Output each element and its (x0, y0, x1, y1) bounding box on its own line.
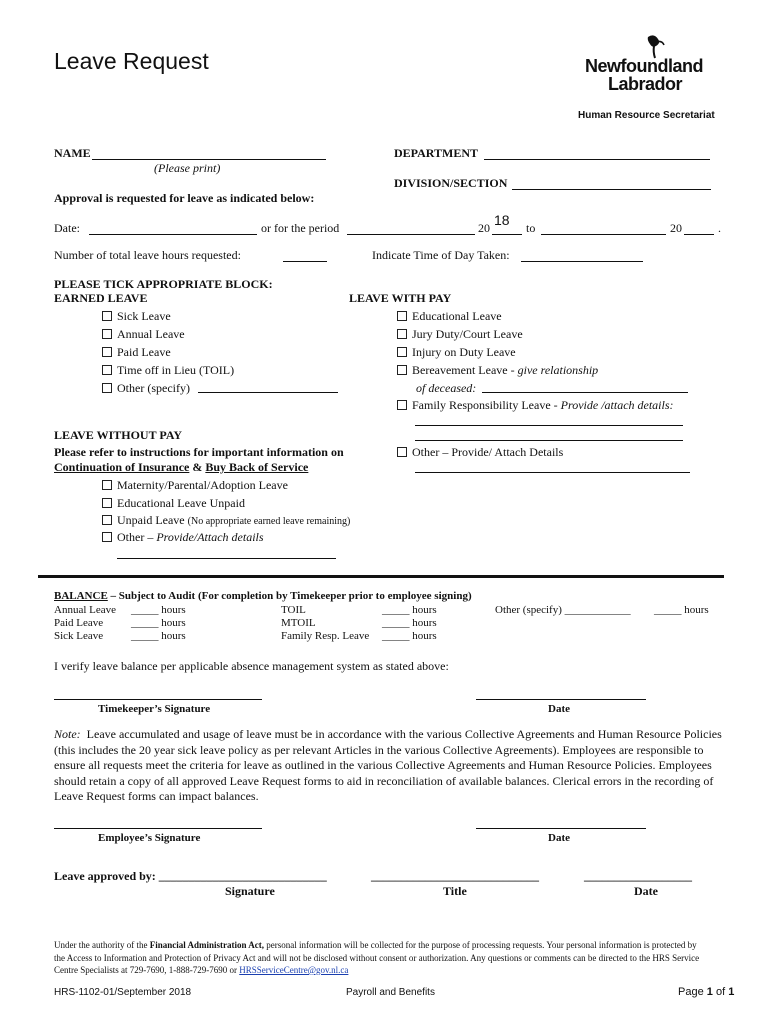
year-prefix-2: 20 (670, 221, 682, 235)
balance-sick-hours[interactable]: _____ hours (131, 630, 186, 642)
balance-heading (54, 590, 472, 602)
date-field[interactable] (89, 234, 257, 235)
time-of-day-label: Indicate Time of Day Taken: (372, 248, 510, 262)
balance-paid-hours[interactable]: _____ hours (131, 617, 186, 629)
injury-on-duty-checkbox[interactable] (397, 345, 516, 360)
approver-title-label: Title (443, 884, 467, 898)
checkbox-box[interactable] (102, 347, 112, 357)
checkbox-box[interactable] (102, 329, 112, 339)
timekeeper-date-label: Date (548, 703, 570, 715)
period-end-field[interactable] (541, 234, 666, 235)
injury-on-duty-label: Injury on Duty Leave (412, 345, 516, 359)
checkbox-box[interactable] (397, 365, 407, 375)
insurance-buyback-line (54, 460, 308, 475)
name-label: NAME (54, 146, 91, 160)
balance-mtoil-label: MTOIL (281, 617, 316, 629)
educational-unpaid-checkbox[interactable] (102, 496, 245, 511)
name-field[interactable] (92, 159, 326, 160)
section-divider (38, 575, 724, 578)
educational-leave-checkbox[interactable] (397, 309, 502, 324)
leave-without-pay-heading: LEAVE WITHOUT PAY (54, 428, 183, 442)
other-unpaid-field[interactable] (117, 558, 336, 559)
checkbox-box[interactable] (102, 498, 112, 508)
service-centre-email-link[interactable]: HRSServiceCentre@gov.nl.ca (239, 965, 349, 975)
department-field[interactable] (484, 159, 710, 160)
balance-annual-hours[interactable]: _____ hours (131, 604, 186, 616)
tick-heading: PLEASE TICK APPROPRIATE BLOCK: (54, 277, 273, 291)
family-details-field-1[interactable] (415, 425, 683, 426)
timekeeper-signature-label: Timekeeper’s Signature (98, 703, 211, 715)
please-print-note: (Please print) (154, 161, 221, 175)
page-number (678, 986, 734, 998)
educational-unpaid-label: Educational Leave Unpaid (117, 496, 245, 510)
division-field[interactable] (512, 189, 711, 190)
bereavement-checkbox[interactable] (397, 363, 598, 378)
year-field-2[interactable] (684, 234, 714, 235)
checkbox-box[interactable] (102, 515, 112, 525)
year-prefix-1: 20 (478, 221, 490, 235)
other-with-pay-checkbox[interactable] (397, 445, 563, 460)
other-unpaid-label: Other – (117, 530, 154, 544)
approver-title-field[interactable]: ____________________________ (371, 869, 539, 883)
timekeeper-signature-field[interactable] (54, 699, 262, 700)
checkbox-box[interactable] (397, 311, 407, 321)
family-details-field-2[interactable] (415, 440, 683, 441)
verify-statement: I verify leave balance per applicable absence management system as stated above: (54, 659, 449, 673)
annual-leave-label: Annual Leave (117, 327, 185, 341)
total-hours-field[interactable] (283, 261, 327, 262)
time-of-day-field[interactable] (521, 261, 643, 262)
continuation-of-insurance: Continuation of Insurance (54, 460, 190, 474)
timekeeper-date-field[interactable] (476, 699, 646, 700)
note-text: Leave accumulated and usage of leave must be in accordance with the various Collective Agreements and Human Resource Policies (this includes the 20 year sick leave policy as per relevant Articles in the various Collective Agreements). Employees are responsible to ensure all requests meet the criteria for leave as outlined in the various Collective Agreements and Human Resource Policies. Employees should retain a copy of all approved Leave Request forms to aid in reconciliation of available balances. Clerical errors in the recording of Leave Request forms can impact balances. (54, 727, 722, 803)
deceased-relationship-field[interactable] (482, 392, 688, 393)
balance-other-label[interactable]: Other (specify) ____________ (495, 604, 631, 616)
balance-family-hours[interactable]: _____ hours (382, 630, 437, 642)
approval-text: Approval is requested for leave as indicated below: (54, 191, 315, 205)
page-of: of (715, 986, 726, 998)
paid-leave-checkbox[interactable] (102, 345, 171, 360)
footer-center: Payroll and Benefits (346, 987, 435, 998)
note-paragraph (54, 727, 732, 805)
privacy-notice (54, 939, 704, 977)
approver-signature-label: Signature (225, 884, 275, 898)
family-responsibility-checkbox[interactable] (397, 398, 674, 413)
department-name: Human Resource Secretariat (578, 110, 715, 121)
page-pre: Page (678, 986, 704, 998)
balance-annual-label: Annual Leave (54, 604, 116, 616)
checkbox-box[interactable] (102, 365, 112, 375)
other-with-pay-label: Other – Provide/ Attach Details (412, 445, 564, 459)
balance-heading-label: BALANCE (54, 590, 108, 602)
page-total: 1 (728, 986, 735, 998)
employee-signature-field[interactable] (54, 828, 262, 829)
unpaid-leave-label: Unpaid Leave (117, 513, 185, 527)
buy-back-of-service: Buy Back of Service (205, 460, 309, 474)
date-label: Date: (54, 221, 80, 235)
form-title: Leave Request (54, 48, 209, 74)
sick-leave-label: Sick Leave (117, 309, 171, 323)
balance-family-label: Family Resp. Leave (281, 630, 370, 642)
checkbox-box[interactable] (397, 347, 407, 357)
bereavement-note: give relationship (517, 363, 599, 377)
approver-date-label: Date (634, 884, 658, 898)
leave-with-pay-heading: LEAVE WITH PAY (349, 291, 452, 305)
maternity-checkbox[interactable] (102, 478, 288, 493)
sick-leave-checkbox[interactable] (102, 309, 171, 324)
employee-date-field[interactable] (476, 828, 646, 829)
or-period-label: or for the period (261, 221, 340, 235)
family-responsibility-label: Family Responsibility Leave - (412, 398, 558, 412)
annual-leave-checkbox[interactable] (102, 327, 185, 342)
toil-checkbox[interactable] (102, 363, 234, 378)
form-id: HRS-1102-01/September 2018 (54, 987, 192, 998)
approver-date-field[interactable]: __________________ (584, 869, 692, 883)
privacy-text: personal information will be collected for the purpose of processing requests. Your personal information is protected by the Access to Information and Protection of Privacy Act and will not be disclosed without consent or authorization. Any questions or comments can be directed to the HRS Service Centre Specialists at 729-7690, 1-888-729-7690 or (54, 940, 700, 975)
period-start-field[interactable] (347, 234, 475, 235)
checkbox-box[interactable] (102, 532, 112, 542)
other-unpaid-checkbox[interactable] (102, 530, 264, 545)
balance-other-hours[interactable]: _____ hours (654, 604, 709, 616)
family-responsibility-note: Provide /attach details: (560, 398, 674, 412)
logo (580, 34, 720, 104)
earned-leave-heading: EARNED LEAVE (54, 291, 148, 305)
checkbox-box[interactable] (102, 383, 112, 393)
bereavement-label: Bereavement Leave - (412, 363, 515, 377)
unpaid-leave-note: (No appropriate earned leave remaining) (187, 516, 351, 527)
ampersand: & (192, 460, 203, 474)
balance-paid-label: Paid Leave (54, 617, 104, 629)
total-hours-label: Number of total leave hours requested: (54, 248, 241, 262)
privacy-pre: Under the authority of the (54, 940, 148, 950)
logo-line-1: Newfoundland (585, 56, 703, 76)
privacy-act: Financial Administration Act, (149, 940, 264, 950)
toil-label: Time off in Lieu (TOIL) (117, 363, 235, 377)
employee-date-label: Date (548, 832, 570, 844)
checkbox-box[interactable] (397, 400, 407, 410)
paid-leave-label: Paid Leave (117, 345, 171, 359)
other-earned-field[interactable] (198, 392, 338, 393)
balance-sick-label: Sick Leave (54, 630, 104, 642)
other-unpaid-note: Provide/Attach details (156, 530, 264, 544)
note-label: Note: (54, 727, 81, 741)
year-value-field[interactable]: 18 (494, 212, 510, 228)
page-current: 1 (706, 986, 713, 998)
educational-leave-label: Educational Leave (412, 309, 502, 323)
jury-duty-label: Jury Duty/Court Leave (412, 327, 523, 341)
unpaid-leave-checkbox[interactable] (102, 513, 350, 528)
balance-heading-rest: – Subject to Audit (For completion by Timekeeper prior to employee signing) (110, 590, 472, 602)
employee-signature-label: Employee’s Signature (98, 832, 201, 844)
logo-line-2: Labrador (608, 74, 683, 94)
balance-toil-label: TOIL (281, 604, 306, 616)
checkbox-box[interactable] (397, 329, 407, 339)
maternity-label: Maternity/Parental/Adoption Leave (117, 478, 288, 492)
other-with-pay-field[interactable] (415, 472, 690, 473)
checkbox-box[interactable] (102, 311, 112, 321)
jury-duty-checkbox[interactable] (397, 327, 523, 342)
year-underline-1 (492, 234, 522, 235)
balance-toil-hours[interactable]: _____ hours (382, 604, 437, 616)
other-earned-checkbox[interactable] (102, 381, 190, 396)
department-label: DEPARTMENT (394, 146, 479, 160)
checkbox-box[interactable] (397, 447, 407, 457)
of-deceased-label: of deceased: (416, 381, 477, 395)
approved-by-field[interactable]: Leave approved by: ____________________________ (54, 869, 327, 883)
period-end-dot: . (718, 221, 721, 235)
refer-instructions: Please refer to instructions for important information on (54, 445, 344, 459)
division-label: DIVISION/SECTION (394, 176, 508, 190)
to-label: to (526, 221, 536, 235)
balance-mtoil-hours[interactable]: _____ hours (382, 617, 437, 629)
checkbox-box[interactable] (102, 480, 112, 490)
other-earned-label: Other (specify) (117, 381, 190, 395)
